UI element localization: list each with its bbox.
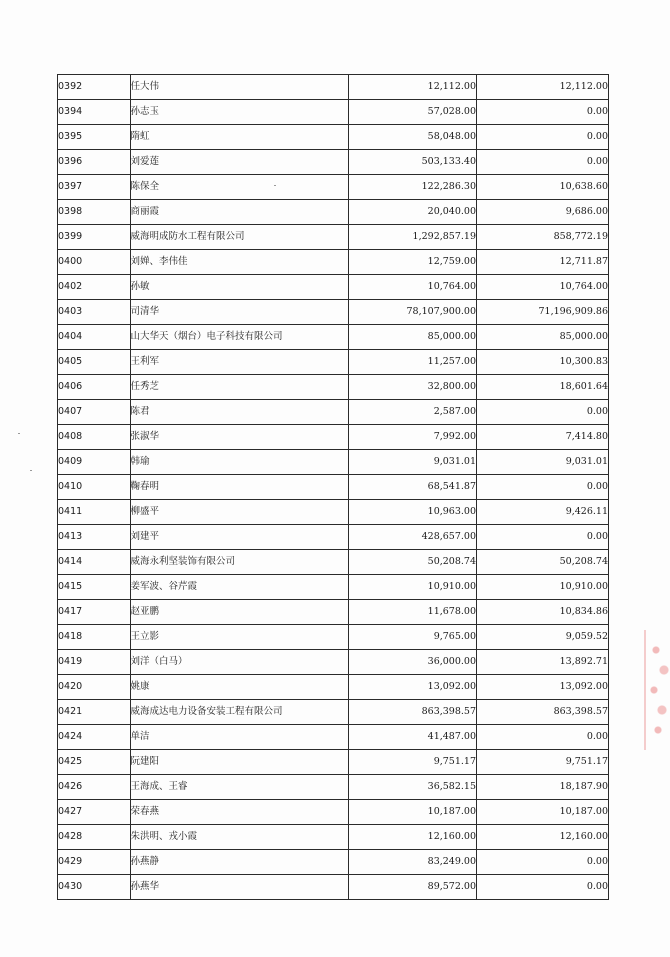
row-code: 0415	[58, 575, 131, 600]
row-amount-a: 78,107,900.00	[349, 300, 477, 325]
row-name: 孙燕华	[130, 875, 349, 900]
row-name: 韩瑜	[130, 450, 349, 475]
row-code: 0428	[58, 825, 131, 850]
row-code: 0419	[58, 650, 131, 675]
row-name: 鞠春明	[130, 475, 349, 500]
row-amount-b: 12,112.00	[477, 75, 609, 100]
table-row	[58, 675, 609, 700]
table-row	[58, 425, 609, 450]
row-code: 0420	[58, 675, 131, 700]
table-row	[58, 700, 609, 725]
table-row	[58, 575, 609, 600]
row-name: 刘婵、李伟佳	[130, 250, 349, 275]
row-amount-b: 0.00	[477, 100, 609, 125]
row-name: 姜军波、谷芹霞	[130, 575, 349, 600]
row-code: 0413	[58, 525, 131, 550]
row-amount-b: 85,000.00	[477, 325, 609, 350]
row-code: 0397	[58, 175, 131, 200]
row-amount-a: 36,582.15	[349, 775, 477, 800]
table-row	[58, 275, 609, 300]
row-amount-b: 858,772.19	[477, 225, 609, 250]
row-amount-a: 58,048.00	[349, 125, 477, 150]
row-amount-b: 9,426.11	[477, 500, 609, 525]
row-name: 柳盛平	[130, 500, 349, 525]
creditor-ledger-table	[57, 74, 609, 900]
row-amount-a: 122,286.30	[349, 175, 477, 200]
row-code: 0405	[58, 350, 131, 375]
row-amount-b: 9,059.52	[477, 625, 609, 650]
row-name: 司清华	[130, 300, 349, 325]
red-seal-stamp	[644, 630, 670, 750]
row-amount-b: 0.00	[477, 150, 609, 175]
row-code: 0410	[58, 475, 131, 500]
row-code: 0414	[58, 550, 131, 575]
row-name: 单洁	[130, 725, 349, 750]
scan-speck	[30, 470, 32, 471]
row-amount-b: 10,910.00	[477, 575, 609, 600]
row-code: 0398	[58, 200, 131, 225]
row-amount-b: 10,834.86	[477, 600, 609, 625]
row-code: 0427	[58, 800, 131, 825]
row-amount-b: 0.00	[477, 125, 609, 150]
row-name: 陈君	[130, 400, 349, 425]
table-row	[58, 100, 609, 125]
table-row	[58, 825, 609, 850]
row-amount-a: 12,160.00	[349, 825, 477, 850]
row-amount-a: 13,092.00	[349, 675, 477, 700]
row-code: 0417	[58, 600, 131, 625]
table-row	[58, 150, 609, 175]
row-code: 0399	[58, 225, 131, 250]
row-amount-b: 18,601.64	[477, 375, 609, 400]
row-name: 陈保全	[130, 175, 349, 200]
row-amount-b: 0.00	[477, 850, 609, 875]
row-code: 0404	[58, 325, 131, 350]
row-amount-b: 0.00	[477, 875, 609, 900]
row-amount-a: 11,678.00	[349, 600, 477, 625]
row-code: 0409	[58, 450, 131, 475]
table-row	[58, 550, 609, 575]
table-row	[58, 525, 609, 550]
row-code: 0403	[58, 300, 131, 325]
row-amount-b: 863,398.57	[477, 700, 609, 725]
table-row	[58, 725, 609, 750]
table-row	[58, 775, 609, 800]
table-row	[58, 375, 609, 400]
row-name: 任秀芝	[130, 375, 349, 400]
ledger-body	[58, 75, 609, 900]
row-amount-b: 10,764.00	[477, 275, 609, 300]
row-code: 0421	[58, 700, 131, 725]
row-name: 王海成、王睿	[130, 775, 349, 800]
table-row	[58, 600, 609, 625]
row-name: 孙燕静	[130, 850, 349, 875]
row-amount-b: 9,031.01	[477, 450, 609, 475]
row-amount-a: 7,992.00	[349, 425, 477, 450]
row-code: 0411	[58, 500, 131, 525]
row-code: 0396	[58, 150, 131, 175]
row-name: 刘爱莲	[130, 150, 349, 175]
row-amount-b: 10,638.60	[477, 175, 609, 200]
table-row	[58, 300, 609, 325]
row-amount-a: 2,587.00	[349, 400, 477, 425]
row-code: 0425	[58, 750, 131, 775]
row-amount-a: 36,000.00	[349, 650, 477, 675]
row-amount-a: 503,133.40	[349, 150, 477, 175]
table-row	[58, 75, 609, 100]
row-name: 王立影	[130, 625, 349, 650]
row-amount-a: 12,112.00	[349, 75, 477, 100]
row-amount-b: 12,160.00	[477, 825, 609, 850]
row-amount-a: 428,657.00	[349, 525, 477, 550]
table-row	[58, 750, 609, 775]
row-amount-a: 89,572.00	[349, 875, 477, 900]
row-amount-a: 83,249.00	[349, 850, 477, 875]
row-name: 刘洋（白马）	[130, 650, 349, 675]
row-code: 0426	[58, 775, 131, 800]
row-amount-b: 13,092.00	[477, 675, 609, 700]
row-amount-a: 1,292,857.19	[349, 225, 477, 250]
row-name: 阮建阳	[130, 750, 349, 775]
table-row	[58, 325, 609, 350]
row-amount-b: 0.00	[477, 725, 609, 750]
row-amount-b: 10,187.00	[477, 800, 609, 825]
table-row	[58, 200, 609, 225]
row-amount-b: 10,300.83	[477, 350, 609, 375]
row-amount-a: 20,040.00	[349, 200, 477, 225]
table-row	[58, 175, 609, 200]
row-amount-a: 41,487.00	[349, 725, 477, 750]
row-amount-b: 12,711.87	[477, 250, 609, 275]
table-row	[58, 400, 609, 425]
row-code: 0395	[58, 125, 131, 150]
row-code: 0408	[58, 425, 131, 450]
row-code: 0424	[58, 725, 131, 750]
table-row	[58, 225, 609, 250]
table-row	[58, 250, 609, 275]
row-amount-b: 71,196,909.86	[477, 300, 609, 325]
row-amount-a: 9,751.17	[349, 750, 477, 775]
row-code: 0418	[58, 625, 131, 650]
row-name: 张淑华	[130, 425, 349, 450]
table-row	[58, 450, 609, 475]
row-name: 朱洪明、戎小霞	[130, 825, 349, 850]
row-code: 0429	[58, 850, 131, 875]
row-amount-b: 9,751.17	[477, 750, 609, 775]
row-name: 孙敏	[130, 275, 349, 300]
table-row	[58, 475, 609, 500]
table-row	[58, 800, 609, 825]
row-amount-a: 68,541.87	[349, 475, 477, 500]
row-code: 0402	[58, 275, 131, 300]
row-amount-b: 0.00	[477, 400, 609, 425]
table-row	[58, 125, 609, 150]
row-amount-a: 10,910.00	[349, 575, 477, 600]
table-row	[58, 850, 609, 875]
row-amount-a: 57,028.00	[349, 100, 477, 125]
row-name: 荣春燕	[130, 800, 349, 825]
table-row	[58, 350, 609, 375]
table-row	[58, 625, 609, 650]
row-code: 0392	[58, 75, 131, 100]
scan-speck	[18, 433, 20, 434]
row-name: 威海明成防水工程有限公司	[130, 225, 349, 250]
row-name: 隋虹	[130, 125, 349, 150]
row-name: 威海永利坚装饰有限公司	[130, 550, 349, 575]
row-amount-a: 50,208.74	[349, 550, 477, 575]
row-name: 商丽霞	[130, 200, 349, 225]
row-code: 0430	[58, 875, 131, 900]
row-code: 0394	[58, 100, 131, 125]
row-name: 任大伟	[130, 75, 349, 100]
table-row	[58, 875, 609, 900]
row-amount-a: 9,031.01	[349, 450, 477, 475]
row-amount-a: 10,963.00	[349, 500, 477, 525]
row-amount-b: 7,414.80	[477, 425, 609, 450]
row-name: 威海成达电力设备安装工程有限公司	[130, 700, 349, 725]
table-row	[58, 650, 609, 675]
row-name: 赵亚鹏	[130, 600, 349, 625]
row-name: 姚康	[130, 675, 349, 700]
row-amount-a: 10,764.00	[349, 275, 477, 300]
row-amount-b: 18,187.90	[477, 775, 609, 800]
row-name: 山大华天（烟台）电子科技有限公司	[130, 325, 349, 350]
row-amount-a: 32,800.00	[349, 375, 477, 400]
row-name: 刘建平	[130, 525, 349, 550]
row-amount-b: 9,686.00	[477, 200, 609, 225]
row-amount-b: 50,208.74	[477, 550, 609, 575]
row-amount-a: 85,000.00	[349, 325, 477, 350]
row-amount-a: 10,187.00	[349, 800, 477, 825]
row-amount-b: 0.00	[477, 525, 609, 550]
row-amount-b: 13,892.71	[477, 650, 609, 675]
row-amount-a: 9,765.00	[349, 625, 477, 650]
row-code: 0406	[58, 375, 131, 400]
row-name: 孙志玉	[130, 100, 349, 125]
row-amount-a: 12,759.00	[349, 250, 477, 275]
table-row	[58, 500, 609, 525]
row-code: 0400	[58, 250, 131, 275]
scan-speck	[274, 185, 276, 186]
row-amount-a: 863,398.57	[349, 700, 477, 725]
row-name: 王利军	[130, 350, 349, 375]
row-code: 0407	[58, 400, 131, 425]
row-amount-a: 11,257.00	[349, 350, 477, 375]
row-amount-b: 0.00	[477, 475, 609, 500]
